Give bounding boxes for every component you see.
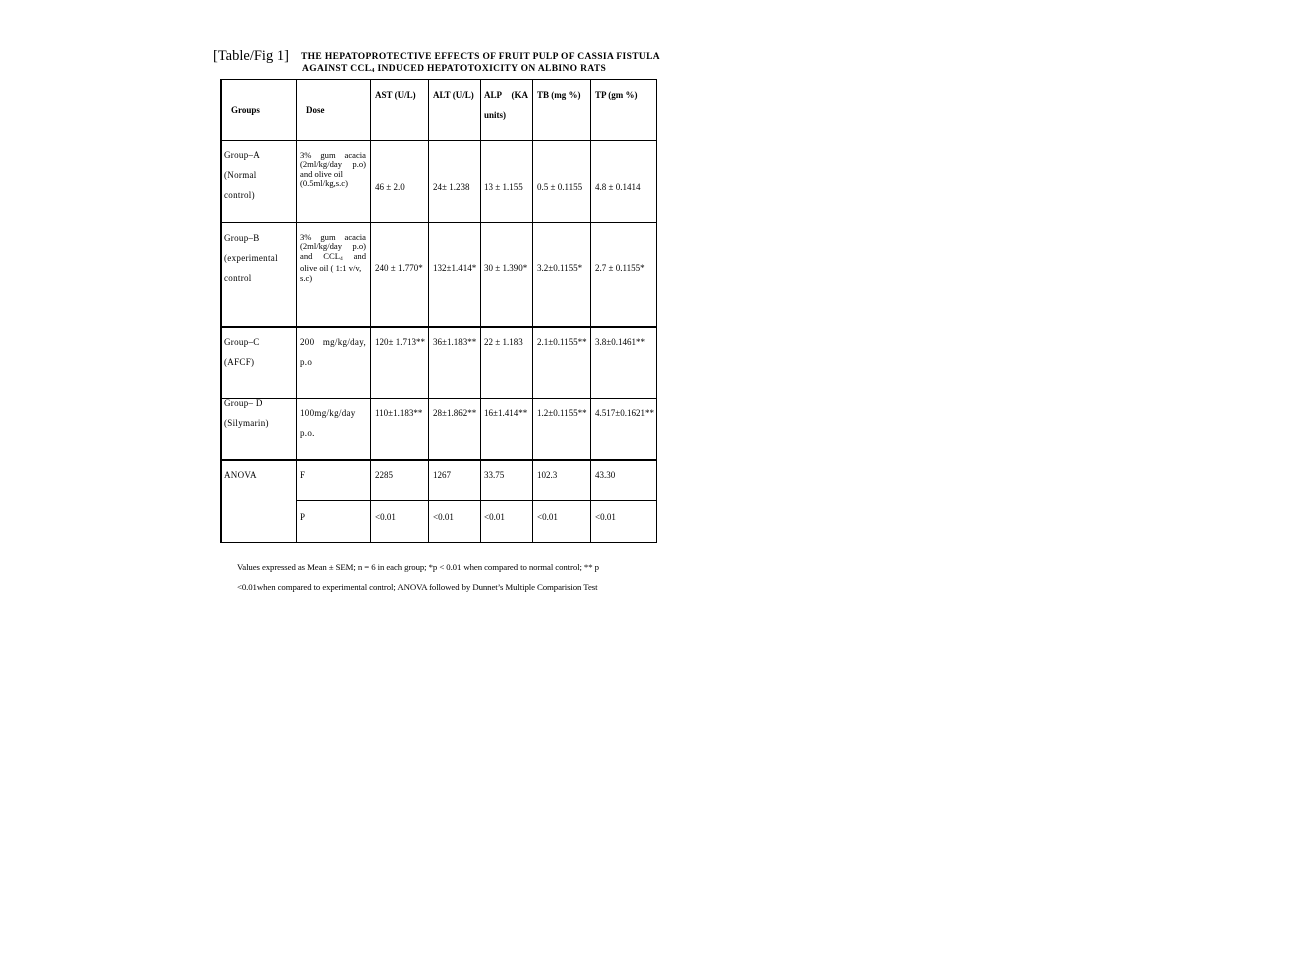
group-a-dose: 3% gum acacia (2ml/kg/day p.o) and olive oil (0.5ml/kg,s.c) [300, 150, 366, 189]
row-divider [220, 459, 657, 461]
group-a-ast: 46 ± 2.0 [375, 182, 405, 192]
group-d-label: Group– D (Silymarin) [224, 398, 269, 428]
group-b-tp: 2.7 ± 0.1155* [595, 263, 645, 273]
table-title [301, 51, 660, 77]
group-d-tp: 4.517±0.1621** [595, 408, 654, 418]
table-title-line-2: AGAINST $CCL_4$ INDUCED HEPATOTOXICITY ON ALBINO RATS [302, 64, 607, 74]
anova-f-alp: 33.75 [484, 470, 505, 480]
group-b-ast: 240 ± 1.770* [375, 263, 423, 273]
column-divider [370, 79, 371, 543]
header-tp: TP (gm %) [595, 90, 638, 100]
row-divider [296, 500, 657, 501]
group-c-tb: 2.1±0.1155** [537, 337, 587, 347]
group-c-label: Group–C (AFCF) [224, 337, 260, 367]
column-divider [428, 79, 429, 543]
group-b-label: Group–B (experimental control [224, 233, 278, 283]
group-d-ast: 110±1.183** [375, 408, 423, 418]
anova-f-tp: 43.30 [595, 470, 616, 480]
data-table [220, 79, 657, 543]
group-d-tb: 1.2±0.1155** [537, 408, 587, 418]
header-ast: AST (U/L) [375, 90, 416, 100]
header-tb: TB (mg %) [537, 90, 581, 100]
group-c-alt: 36±1.183** [433, 337, 477, 347]
anova-p-tp: <0.01 [595, 512, 616, 522]
anova-p-ast: <0.01 [375, 512, 396, 522]
row-divider [220, 398, 657, 399]
group-c-dose: 200 mg/kg/day, p.o [300, 337, 366, 367]
group-a-label: Group–A (Normal control) [224, 150, 261, 200]
anova-p-alt: <0.01 [433, 512, 454, 522]
figure-label: [Table/Fig 1] [213, 48, 289, 64]
column-divider [480, 79, 481, 543]
group-b-alt: 132±1.414* [433, 263, 477, 273]
anova-f-tb: 102.3 [537, 470, 558, 480]
anova-p-label: P [300, 512, 306, 522]
group-c-alp: 22 ± 1.183 [484, 337, 523, 347]
anova-p-alp: <0.01 [484, 512, 505, 522]
header-alt: ALT (U/L) [433, 90, 474, 100]
anova-p-tb: <0.01 [537, 512, 558, 522]
header-alp-units: units) [484, 110, 507, 120]
group-b-tb: 3.2±0.1155* [537, 263, 583, 273]
table-title-line-1: THE HEPATOPROTECTIVE EFFECTS OF FRUIT PULP OF CASSIA FISTULA [301, 52, 661, 62]
table-footnote: Values expressed as Mean ± SEM; n = 6 in each group; *p < 0.01 when compared to normal control; ** p <0.01when compared to experimental control; ANOVA followed by Dunnet’s Multiple Comparision Test [237, 562, 599, 592]
anova-f-alt: 1267 [433, 470, 451, 480]
group-d-dose: 100mg/kg/day p.o. [300, 408, 356, 438]
anova-label: ANOVA [224, 470, 257, 480]
group-a-alt: 24± 1.238 [433, 182, 470, 192]
group-c-ast: 120± 1.713** [375, 337, 425, 347]
group-a-alp: 13 ± 1.155 [484, 182, 523, 192]
column-divider [590, 79, 591, 543]
group-d-alt: 28±1.862** [433, 408, 477, 418]
group-a-tb: 0.5 ± 0.1155 [537, 182, 583, 192]
group-d-alp: 16±1.414** [484, 408, 528, 418]
row-divider [220, 140, 657, 141]
group-a-tp: 4.8 ± 0.1414 [595, 182, 641, 192]
row-divider [220, 326, 657, 328]
anova-f-label: F [300, 470, 306, 480]
group-c-tp: 3.8±0.1461** [595, 337, 645, 347]
group-b-dose: 3% gum acacia (2ml/kg/day p.o) and $CCL_4$ and olive oil ( 1:1 v/v, s.c) [300, 232, 366, 283]
header-groups: Groups [231, 105, 260, 115]
column-divider [296, 79, 297, 543]
group-b-alp: 30 ± 1.390* [484, 263, 528, 273]
column-divider [532, 79, 533, 543]
header-dose: Dose [306, 105, 325, 115]
row-divider [220, 222, 657, 223]
anova-f-ast: 2285 [375, 470, 393, 480]
header-alp: ALP (KA [484, 90, 528, 100]
